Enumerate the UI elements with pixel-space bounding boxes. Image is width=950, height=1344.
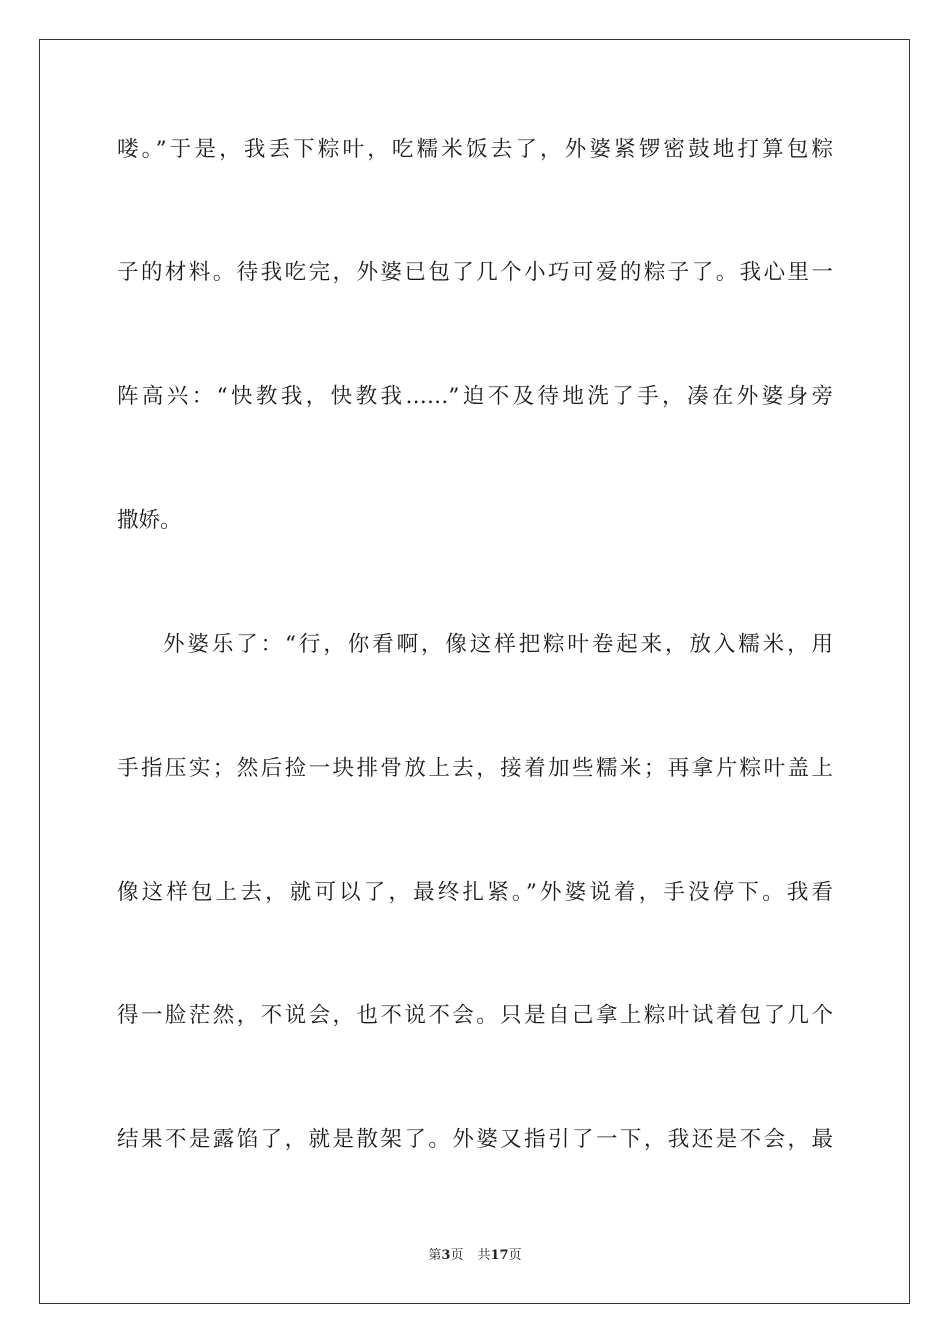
- total-prefix: 共: [477, 1248, 491, 1263]
- text-line: 得一脸茫然，不说会，也不说不会。只是自己拿上粽叶试着包了几个: [117, 1003, 833, 1028]
- page-number: 3: [441, 1248, 451, 1263]
- total-pages: 17: [490, 1248, 509, 1263]
- page-prefix: 第: [428, 1248, 442, 1263]
- total-suffix: 页: [508, 1248, 522, 1263]
- text-line: 喽。”于是，我丢下粽叶，吃糯米饭去了，外婆紧锣密鼓地打算包粽: [117, 137, 833, 162]
- text-line: 撒娇。: [117, 508, 182, 533]
- text-line: 结果不是露馅了，就是散架了。外婆又指引了一下，我还是不会，最: [117, 1127, 833, 1152]
- text-line: 手指压实；然后捡一块排骨放上去，接着加些糯米；再拿片粽叶盖上: [117, 756, 833, 781]
- paragraph-first-line: 外婆乐了：“行，你看啊，像这样把粽叶卷起来，放入糯米，用: [163, 632, 833, 657]
- page-suffix: 页: [450, 1248, 464, 1263]
- text-line: 子的材料。待我吃完，外婆已包了几个小巧可爱的粽子了。我心里一: [117, 260, 833, 285]
- page-footer: [0, 1247, 950, 1265]
- page-border: [39, 39, 910, 1304]
- text-line: 像这样包上去，就可以了，最终扎紧。”外婆说着，手没停下。我看: [117, 880, 833, 905]
- text-line: 阵高兴：“快教我，快教我……”迫不及待地洗了手，凑在外婆身旁: [117, 384, 833, 409]
